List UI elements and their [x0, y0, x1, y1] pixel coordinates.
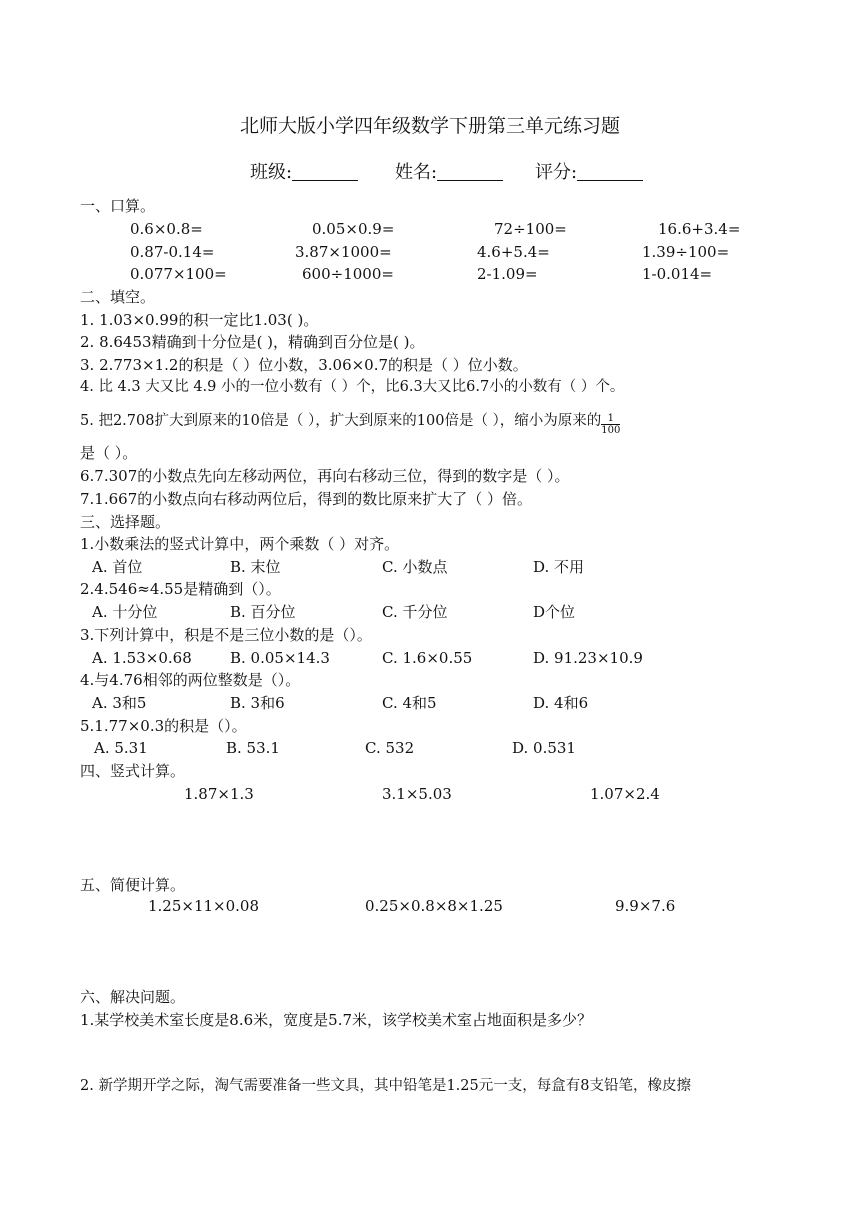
choice-question: 4.与4.76相邻的两位整数是（）。	[80, 671, 301, 689]
class-label: 班级:	[250, 162, 293, 183]
mental-calc-item: 0.077×100=	[130, 265, 227, 283]
fill-question-1: 1. 1.03×0.99的积一定比1.03( )。	[80, 311, 319, 329]
simplified-calc-item: 9.9×7.6	[615, 897, 676, 915]
fill-question-2: 2. 8.6453精确到十分位是( )，精确到百分位是( )。	[80, 333, 425, 351]
fill-question-5-cont: 是（ ）。	[80, 444, 138, 462]
score-blank[interactable]	[577, 162, 643, 181]
mental-calc-item: 72÷100=	[494, 220, 567, 238]
section-3-heading: 三、选择题。	[80, 513, 171, 531]
fill-question-5	[80, 411, 620, 436]
mental-calc-item: 0.87-0.14=	[130, 243, 215, 261]
fill-question-7: 7.1.667的小数点向右移动两位后，得到的数比原来扩大了（ ）倍。	[80, 490, 533, 508]
vertical-calc-item: 1.87×1.3	[184, 785, 254, 803]
mental-calc-item: 0.6×0.8=	[130, 220, 203, 238]
mental-calc-item: 16.6+3.4=	[658, 220, 741, 238]
mental-calc-item: 3.87×1000=	[295, 243, 392, 261]
section-6-heading: 六、解决问题。	[80, 988, 186, 1006]
fraction-denominator: 100	[601, 425, 621, 436]
fill-question-3: 3. 2.773×1.2的积是（ ）位小数，3.06×0.7的积是（ ）位小数。	[80, 356, 528, 374]
fill-question-6: 6.7.307的小数点先向左移动两位，再向右移动三位，得到的数字是（ ）。	[80, 467, 570, 485]
choice-option-a[interactable]: A. 十分位	[92, 603, 158, 621]
mental-calc-item: 1.39÷100=	[642, 243, 730, 261]
class-blank[interactable]	[292, 162, 358, 181]
choice-option-d[interactable]: D. 91.23×10.9	[533, 649, 643, 667]
section-5-heading: 五、简便计算。	[80, 876, 186, 894]
fill-question-5-text: 5. 把2.708扩大到原来的10倍是（ ），扩大到原来的100倍是（ ），缩小为原来的	[80, 413, 602, 429]
vertical-calc-item: 3.1×5.03	[382, 785, 452, 803]
choice-option-c[interactable]: C. 小数点	[382, 558, 448, 576]
name-label: 姓名:	[395, 162, 438, 183]
choice-question: 5.1.77×0.3的积是（）。	[80, 717, 247, 735]
choice-option-b[interactable]: B. 53.1	[226, 739, 280, 757]
name-blank[interactable]	[437, 162, 503, 181]
choice-option-d[interactable]: D. 不用	[533, 558, 585, 576]
mental-calc-item: 1-0.014=	[642, 265, 713, 283]
simplified-calc-item: 1.25×11×0.08	[148, 897, 260, 915]
score-label: 评分:	[535, 162, 578, 183]
choice-option-c[interactable]: C. 4和5	[382, 694, 437, 712]
choice-option-b[interactable]: B. 百分位	[230, 603, 296, 621]
choice-option-c[interactable]: C. 1.6×0.55	[382, 649, 473, 667]
choice-option-b[interactable]: B. 3和6	[230, 694, 285, 712]
choice-question: 1.小数乘法的竖式计算中，两个乘数（ ）对齐。	[80, 535, 400, 553]
score-field	[535, 162, 643, 183]
fraction-numerator: 1	[601, 413, 620, 425]
choice-option-c[interactable]: C. 千分位	[382, 603, 448, 621]
page-title: 北师大版小学四年级数学下册第三单元练习题	[239, 115, 620, 137]
class-field	[250, 162, 358, 183]
choice-option-a[interactable]: A. 3和5	[92, 694, 147, 712]
simplified-calc-item: 0.25×0.8×8×1.25	[365, 897, 503, 915]
choice-question: 3.下列计算中，积是不是三位小数的是（）。	[80, 626, 372, 644]
choice-option-a[interactable]: A. 1.53×0.68	[92, 649, 192, 667]
section-1-heading: 一、口算。	[80, 197, 156, 215]
choice-option-d[interactable]: D个位	[533, 603, 576, 621]
choice-option-d[interactable]: D. 4和6	[533, 694, 589, 712]
choice-option-a[interactable]: A. 5.31	[94, 739, 148, 757]
choice-option-b[interactable]: B. 末位	[230, 558, 281, 576]
fill-question-4: 4. 比 4.3 大又比 4.9 小的一位小数有（ ）个，比6.3大又比6.7小的小数有（ ）个。	[80, 379, 625, 395]
section-4-heading: 四、竖式计算。	[80, 762, 186, 780]
mental-calc-item: 0.05×0.9=	[312, 220, 395, 238]
mental-calc-item: 2-1.09=	[477, 265, 538, 283]
word-problem-1: 1.某学校美术室长度是8.6米，宽度是5.7米，该学校美术室占地面积是多少？	[80, 1011, 593, 1029]
choice-option-d[interactable]: D. 0.531	[512, 739, 576, 757]
choice-option-b[interactable]: B. 0.05×14.3	[230, 649, 330, 667]
vertical-calc-item: 1.07×2.4	[590, 785, 660, 803]
section-2-heading: 二、填空。	[80, 288, 156, 306]
choice-question: 2.4.546≈4.55是精确到（）。	[80, 580, 281, 598]
name-field	[395, 162, 503, 183]
choice-option-c[interactable]: C. 532	[365, 739, 415, 757]
mental-calc-item: 4.6+5.4=	[477, 243, 550, 261]
mental-calc-item: 600÷1000=	[302, 265, 394, 283]
choice-option-a[interactable]: A. 首位	[92, 558, 143, 576]
fraction-1-over-100	[601, 413, 620, 436]
word-problem-2: 2. 新学期开学之际，淘气需要准备一些文具，其中铅笔是1.25元一支，每盒有8支铅笔，橡皮擦	[80, 1078, 691, 1094]
